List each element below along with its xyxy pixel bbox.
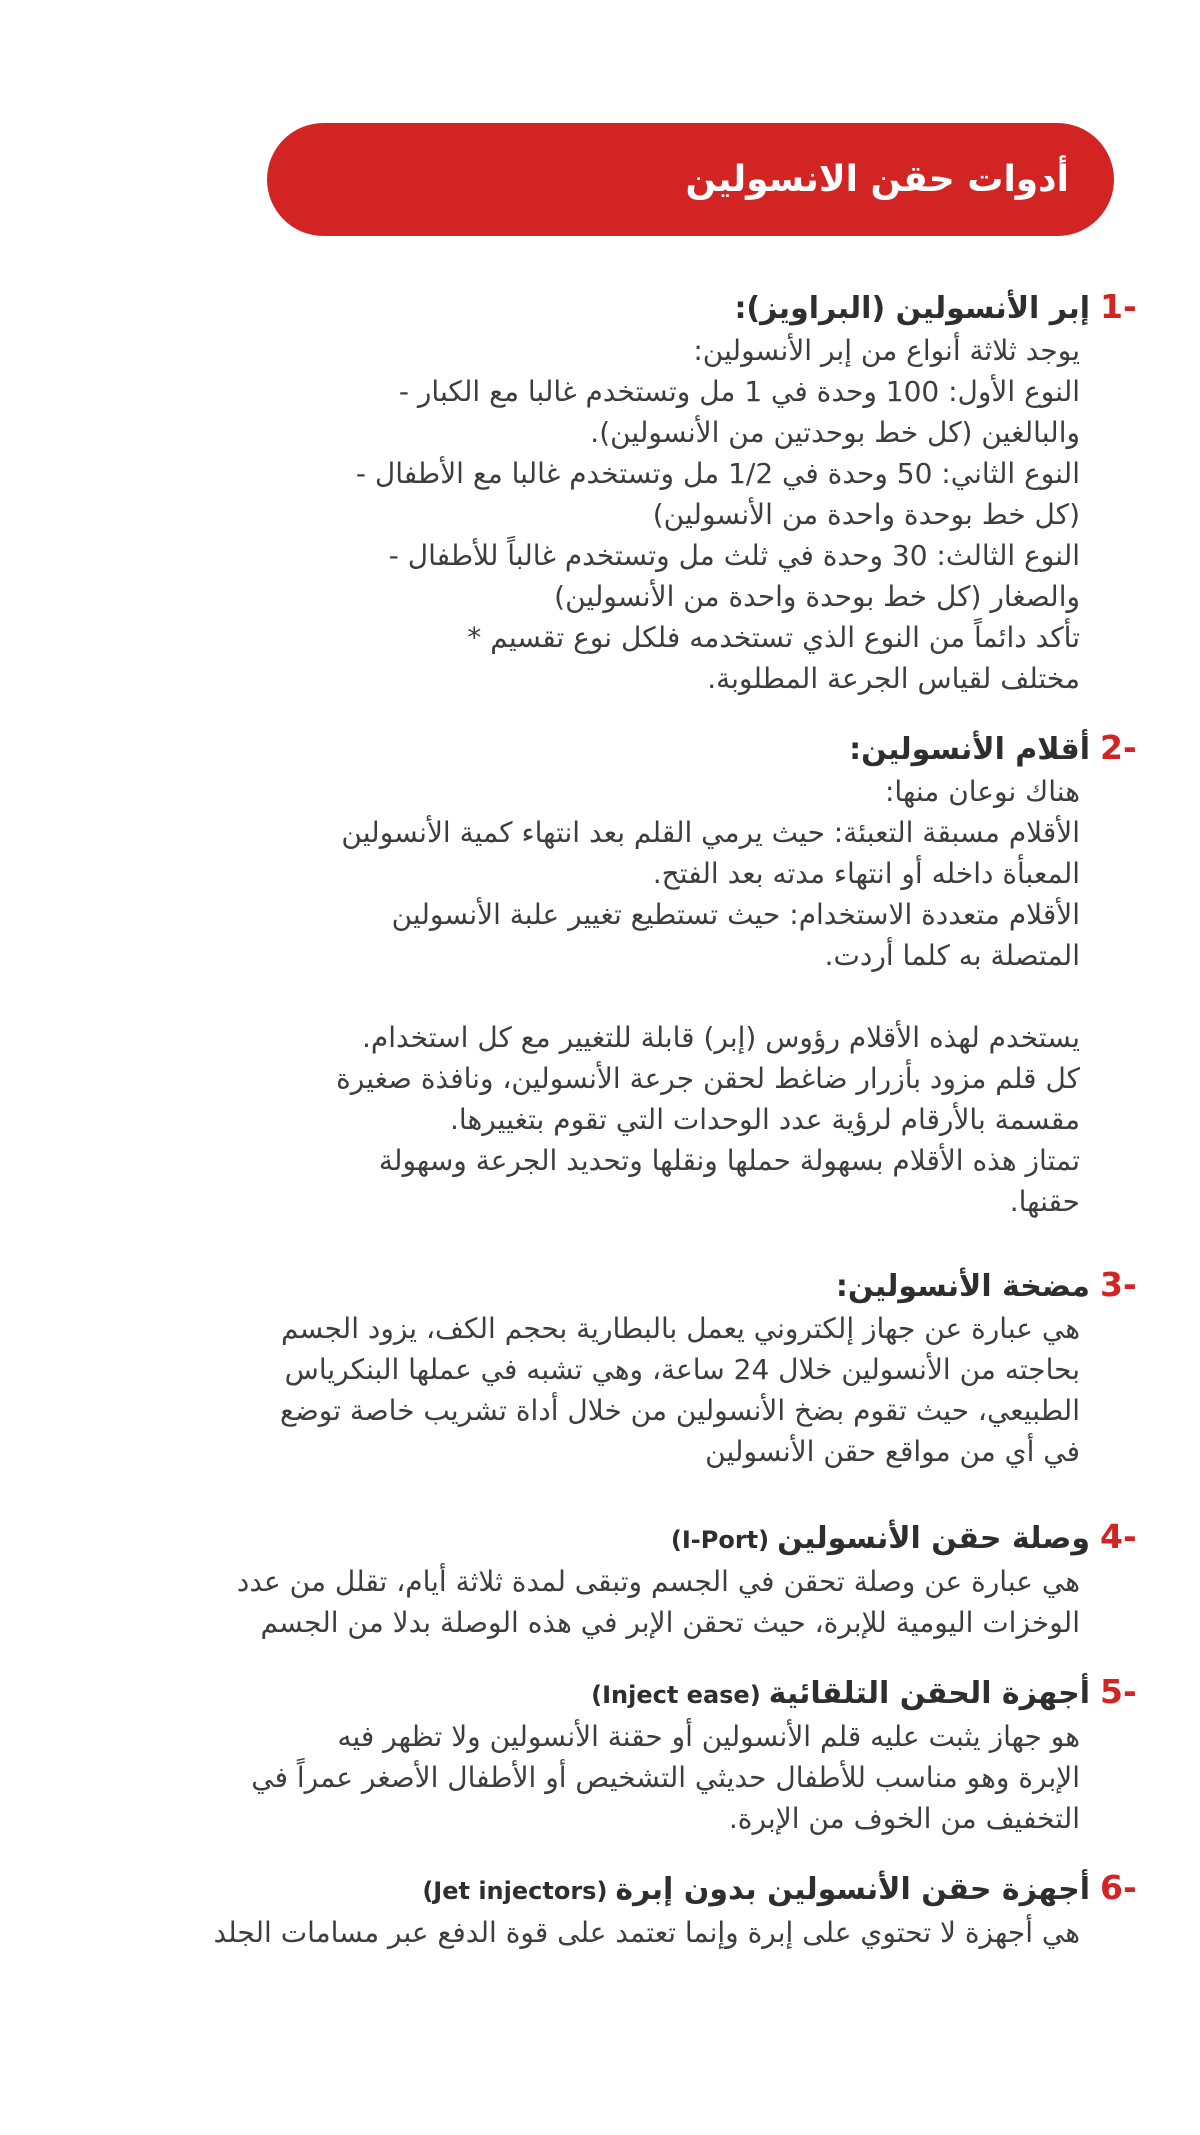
body-line: يستخدم لهذه الأقلام رؤوس (إبر) قابلة للتغيير مع كل استخدام. <box>361 1021 1080 1054</box>
body-line: مقسمة بالأرقام لرؤية عدد الوحدات التي تقوم بتغييرها. <box>450 1103 1080 1136</box>
section-1 <box>50 286 1150 699</box>
section-body <box>50 1308 1080 1472</box>
body-line: والصغار (كل خط بوحدة واحدة من الأنسولين) <box>554 580 1080 613</box>
section-number: 2- <box>1100 728 1137 767</box>
section-title: مضخة الأنسولين: <box>835 1269 1090 1304</box>
body-line: النوع الثالث: 30 وحدة في ثلث مل وتستخدم غالباً للأطفال - <box>388 539 1080 572</box>
section-title-english: (I-Port) <box>670 1526 770 1554</box>
body-line: كل قلم مزود بأزرار ضاغط لحقن جرعة الأنسولين، ونافذة صغيرة <box>336 1062 1080 1095</box>
section-heading <box>50 1264 1150 1308</box>
section-6 <box>50 1867 1150 1953</box>
section-title: أقلام الأنسولين: <box>849 732 1090 767</box>
section-body <box>50 1912 1080 1953</box>
body-line: في أي من مواقع حقن الأنسولين <box>705 1435 1080 1468</box>
section-2 <box>50 727 1150 1222</box>
section-title-english: (Jet injectors) <box>422 1877 608 1905</box>
body-line: هي عبارة عن جهاز إلكتروني يعمل بالبطارية بحجم الكف، يزود الجسم <box>280 1312 1080 1345</box>
document-body <box>50 286 1150 1953</box>
section-title: أجهزة حقن الأنسولين بدون إبرة <box>615 1872 1090 1907</box>
section-number: 3- <box>1100 1265 1137 1304</box>
section-title: إبر الأنسولين (البراويز): <box>734 291 1090 326</box>
body-line: الطبيعي، حيث تقوم بضخ الأنسولين من خلال أداة تشريب خاصة توضع <box>280 1394 1080 1427</box>
section-5 <box>50 1671 1150 1839</box>
body-line: هي عبارة عن وصلة تحقن في الجسم وتبقى لمدة ثلاثة أيام، تقلل من عدد <box>236 1565 1080 1598</box>
section-number: 4- <box>1100 1517 1137 1556</box>
body-line: تأكد دائماً من النوع الذي تستخدمه فلكل نوع تقسيم * <box>467 621 1080 654</box>
body-line: النوع الثاني: 50 وحدة في 1/2 مل وتستخدم غالبا مع الأطفال - <box>355 457 1080 490</box>
section-body <box>50 330 1080 699</box>
body-line: النوع الأول: 100 وحدة في 1 مل وتستخدم غالبا مع الكبار - <box>398 375 1080 408</box>
body-line: الأقلام مسبقة التعبئة: حيث يرمي القلم بعد انتهاء كمية الأنسولين <box>341 816 1080 849</box>
body-line: الأقلام متعددة الاستخدام: حيث تستطيع تغيير علبة الأنسولين <box>391 898 1080 931</box>
section-heading <box>50 727 1150 771</box>
body-line: هي أجهزة لا تحتوي على إبرة وإنما تعتمد على قوة الدفع عبر مسامات الجلد <box>213 1916 1080 1949</box>
section-body <box>50 1561 1080 1643</box>
body-line: الوخزات اليومية للإبرة، حيث تحقن الإبر في هذه الوصلة بدلا من الجسم <box>260 1606 1080 1639</box>
section-title-english: (Inject ease) <box>591 1681 761 1709</box>
section-3 <box>50 1264 1150 1472</box>
section-heading <box>50 286 1150 330</box>
section-body <box>50 1716 1080 1839</box>
section-number: 6- <box>1100 1868 1137 1907</box>
body-line: المتصلة به كلما أردت. <box>824 939 1080 972</box>
blank-line <box>50 976 1080 1017</box>
body-line: المعبأة داخله أو انتهاء مدته بعد الفتح. <box>652 857 1080 890</box>
body-line: هو جهاز يثبت عليه قلم الأنسولين أو حقنة الأنسولين ولا تظهر فيه <box>337 1720 1080 1753</box>
body-line: الإبرة وهو مناسب للأطفال حديثي التشخيص أو الأطفال الأصغر عمراً في <box>251 1761 1080 1794</box>
body-line: (كل خط بوحدة واحدة من الأنسولين) <box>652 498 1080 531</box>
section-heading <box>50 1867 1150 1912</box>
page-title: أدوات حقن الانسولين <box>685 159 1069 200</box>
section-heading <box>50 1516 1150 1561</box>
section-body <box>50 771 1080 1222</box>
section-heading <box>50 1671 1150 1716</box>
body-line: بحاجته من الأنسولين خلال 24 ساعة، وهي تشبه في عملها البنكرياس <box>284 1353 1080 1386</box>
section-title: أجهزة الحقن التلقائية <box>768 1676 1090 1711</box>
section-number: 5- <box>1100 1672 1137 1711</box>
section-4 <box>50 1516 1150 1643</box>
body-line: هناك نوعان منها: <box>884 775 1080 808</box>
section-title: وصلة حقن الأنسولين <box>777 1521 1090 1556</box>
section-number: 1- <box>1100 287 1137 326</box>
body-line: والبالغين (كل خط بوحدتين من الأنسولين). <box>590 416 1080 449</box>
body-line: التخفيف من الخوف من الإبرة. <box>728 1802 1080 1835</box>
body-line: يوجد ثلاثة أنواع من إبر الأنسولين: <box>693 334 1080 367</box>
body-line: مختلف لقياس الجرعة المطلوبة. <box>707 662 1080 695</box>
body-line: تمتاز هذه الأقلام بسهولة حملها ونقلها وتحديد الجرعة وسهولة <box>378 1144 1080 1177</box>
title-banner <box>267 123 1114 236</box>
body-line: حقنها. <box>1009 1185 1080 1218</box>
